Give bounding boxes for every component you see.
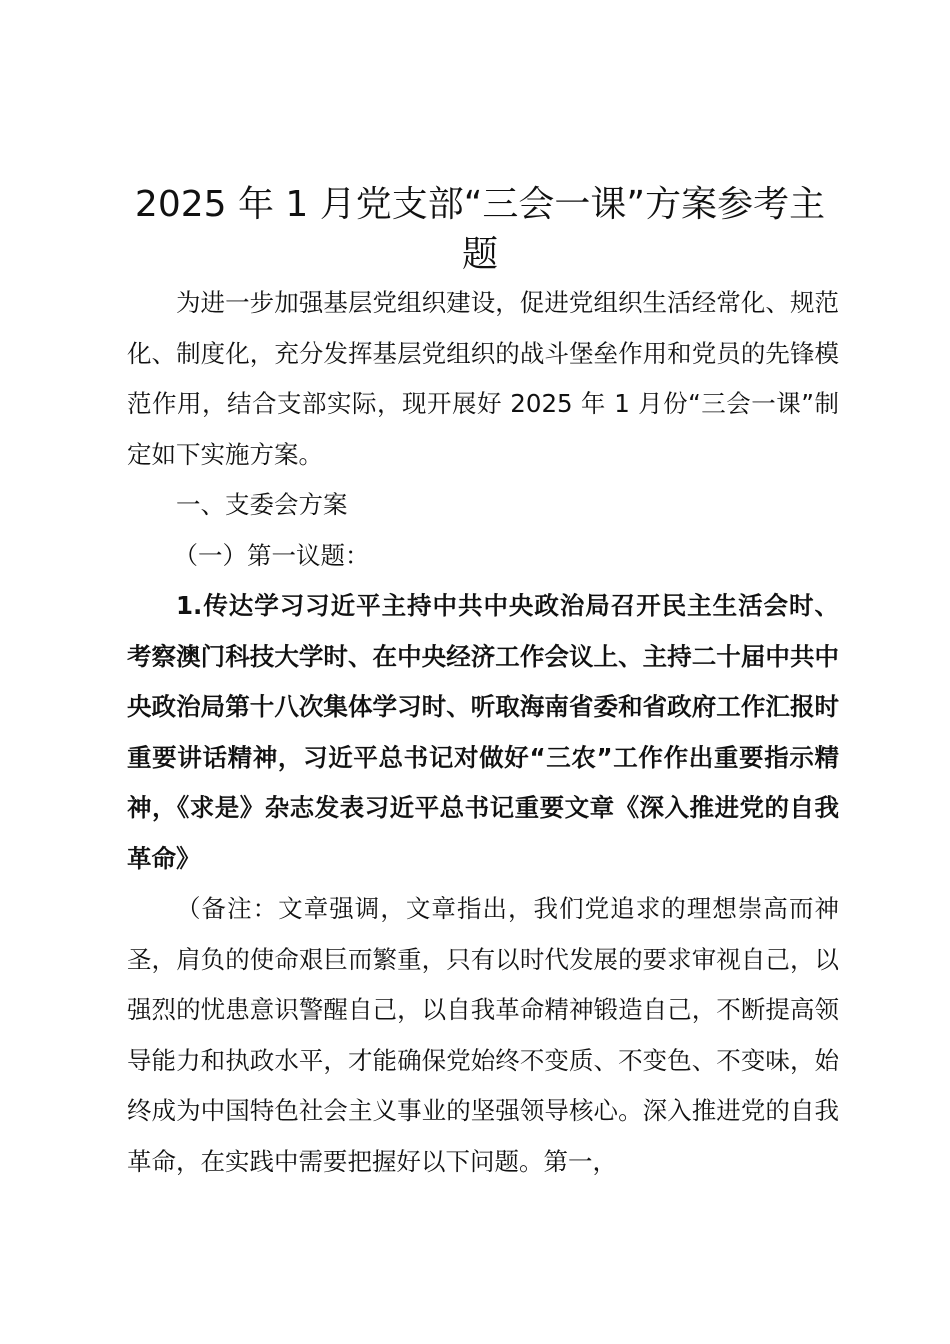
subsection-heading-first-topic: （一）第一议题： bbox=[173, 540, 370, 570]
document-body bbox=[127, 278, 839, 1187]
section-heading-branch-committee: 一、支委会方案 bbox=[176, 490, 348, 519]
document-title: 2025 年 1 月党支部“三会一课”方案参考主题 bbox=[134, 184, 826, 275]
intro-paragraph: 为进一步加强基层党组织建设，促进党组织生活经常化、规范化、制度化，充分发挥基层党组织的战斗堡垒作用和党员的先锋模范作用，结合支部实际，现开展好 2025 年 1 月份“三会一课”制定如下实施方案。 bbox=[127, 288, 839, 469]
item-1-paragraph: 1.传达学习习近平主持中共中央政治局召开民主生活会时、考察澳门科技大学时、在中央经济工作会议上、主持二十届中共中央政治局第十八次集体学习时、听取海南省委和省政府工作汇报时重要讲话精神，习近平总书记对做好“三农”工作作出重要指示精神，《求是》杂志发表习近平总书记重要文章《深入推进党的自我革命》 bbox=[127, 591, 839, 873]
note-paragraph: （备注：文章强调，文章指出，我们党追求的理想崇高而神圣，肩负的使命艰巨而繁重，只有以时代发展的要求审视自己，以强烈的忧患意识警醒自己，以自我革命精神锻造自己，不断提高领导能力和执政水平，才能确保党始终不变质、不变色、不变味，始终成为中国特色社会主义事业的坚强领导核心。深入推进党的自我革命，在实践中需要把握好以下问题。第一， bbox=[127, 894, 839, 1176]
